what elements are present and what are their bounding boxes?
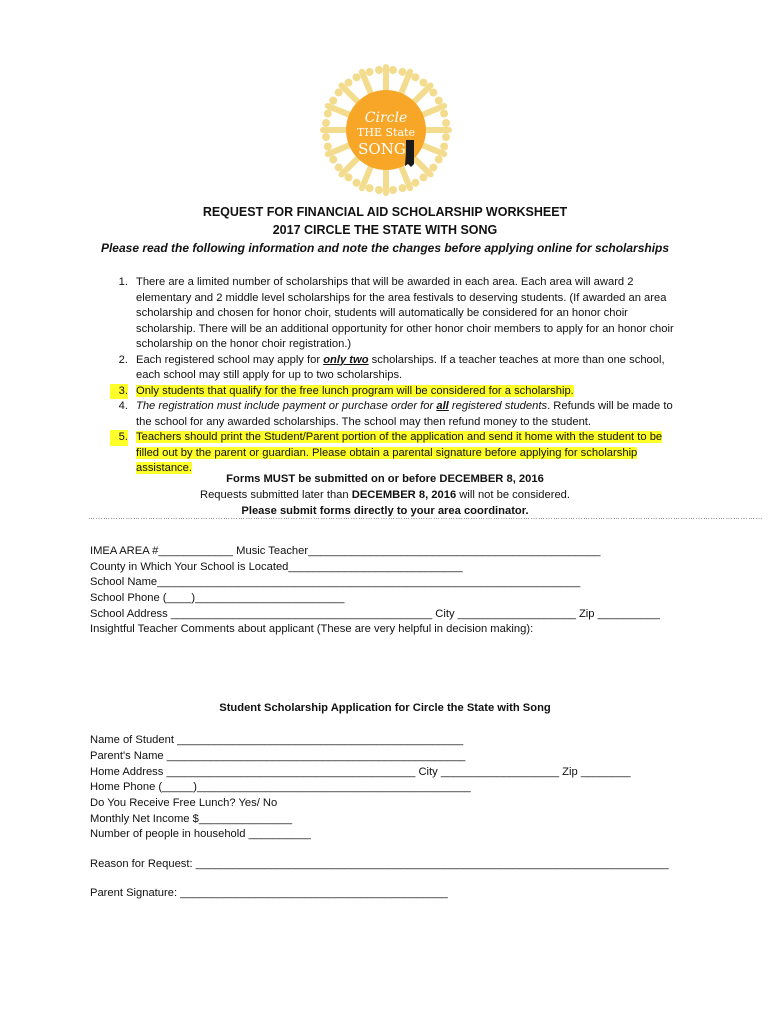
rule-text: There are a limited number of scholarships that will be awarded in each area. Each area will award 2 elementary and 2 middle level scholarships for the area festivals to deserving students. (If awarded an area scholarship and chosen for honor choir, students will automatically be considered for an honor choir scholarship. There will be an additional opportunity for other honor choir members to apply for an honor choir scholarship on the honor choir registration.) — [136, 276, 674, 350]
rule-item — [110, 275, 680, 353]
imea-area-field: IMEA AREA #____________ Music Teacher_______________________________________________ — [90, 545, 601, 557]
teacher-comments-label: Insightful Teacher Comments about applicant (These are very helpful in decision making): — [90, 623, 534, 635]
home-phone-field: Home Phone (_____)____________________________________________ — [90, 781, 471, 793]
rule-item — [110, 384, 680, 400]
rules-list — [110, 275, 680, 477]
rule-number: 3. — [110, 384, 128, 400]
sun-logo-icon — [316, 60, 456, 200]
net-income-field: Monthly Net Income $_______________ — [90, 813, 293, 825]
student-section-title: Student Scholarship Application for Circle the State with Song — [219, 702, 551, 714]
household-field: Number of people in household __________ — [90, 828, 311, 840]
reason-field: Reason for Request: ____________________________________________________________________________ — [90, 858, 669, 870]
rule-text-highlighted: Only students that qualify for the free lunch program will be considered for a scholarship. — [136, 384, 574, 397]
school-address-field: School Address __________________________________________ City ___________________ Zip __________ — [90, 608, 660, 620]
rule-text: scholarships. If a teacher teaches at more than one school, each school may still apply for up to two scholarships. — [136, 353, 665, 381]
parent-signature-field: Parent Signature: ___________________________________________ — [90, 887, 448, 899]
indiana-state-icon — [405, 140, 414, 167]
logo-line1: Circle — [364, 110, 408, 126]
logo-ray — [320, 119, 350, 141]
rule-emphasis: only two — [323, 353, 369, 366]
worksheet-title: REQUEST FOR FINANCIAL AID SCHOLARSHIP WORKSHEET — [202, 205, 568, 219]
rule-number: 4. — [118, 400, 128, 412]
rule-item — [110, 399, 680, 430]
rule-item — [110, 353, 680, 384]
logo-ray — [422, 119, 452, 141]
rule-text: registered students — [448, 400, 548, 412]
late-notice-text: will not be considered. — [456, 489, 571, 501]
late-notice-text: Requests submitted later than — [199, 489, 352, 501]
free-lunch-field: Do You Receive Free Lunch? Yes/ No — [90, 797, 278, 809]
late-notice-date: DECEMBER 8, 2016 — [351, 489, 457, 501]
instructions-subtitle: Please read the following information and note the changes before applying online for scholarships — [100, 241, 670, 255]
rule-number: 2. — [118, 353, 128, 366]
school-name-field: School Name____________________________________________________________________ — [90, 576, 581, 588]
rule-text: The registration must include payment or purchase order for — [136, 400, 437, 412]
rule-text: . Refunds will be made to the school for any awarded scholarships. The school may then refund money to the student. — [136, 400, 673, 428]
parent-name-field: Parent's Name ________________________________________________ — [90, 750, 466, 762]
rule-item — [110, 430, 680, 477]
rule-number: 1. — [118, 276, 128, 288]
cut-line: ……………………………………………………………………………………………………………………………………………………………………………………………………………………………………………… — [88, 514, 763, 521]
rule-text: Each registered school may apply for — [136, 353, 324, 366]
rule-emphasis: all — [436, 400, 449, 412]
logo-line2: THE State — [357, 126, 415, 139]
school-phone-field: School Phone (____)________________________ — [90, 592, 345, 604]
deadline-line: Forms MUST be submitted on or before DECEMBER 8, 2016 — [226, 473, 544, 485]
rule-text-highlighted: Teachers should print the Student/Parent portion of the application and send it home with the student to be filled out by the parent or guardian. Please obtain a parental signature before applying for scholarship assistance. — [136, 431, 663, 474]
student-name-field: Name of Student ______________________________________________ — [90, 734, 464, 746]
submit-instruction: Please submit forms directly to your area coordinator. — [241, 505, 529, 517]
late-notice — [0, 489, 770, 501]
logo-ray — [375, 166, 397, 196]
event-title: 2017 CIRCLE THE STATE WITH SONG — [272, 223, 498, 237]
home-address-field: Home Address ________________________________________ City ___________________ Zip ________ — [90, 766, 631, 778]
county-field: County in Which Your School is Located____________________________ — [90, 561, 463, 573]
logo-ray — [375, 64, 397, 94]
rule-number: 5. — [110, 430, 128, 446]
logo-line3: SONG — [358, 140, 406, 158]
